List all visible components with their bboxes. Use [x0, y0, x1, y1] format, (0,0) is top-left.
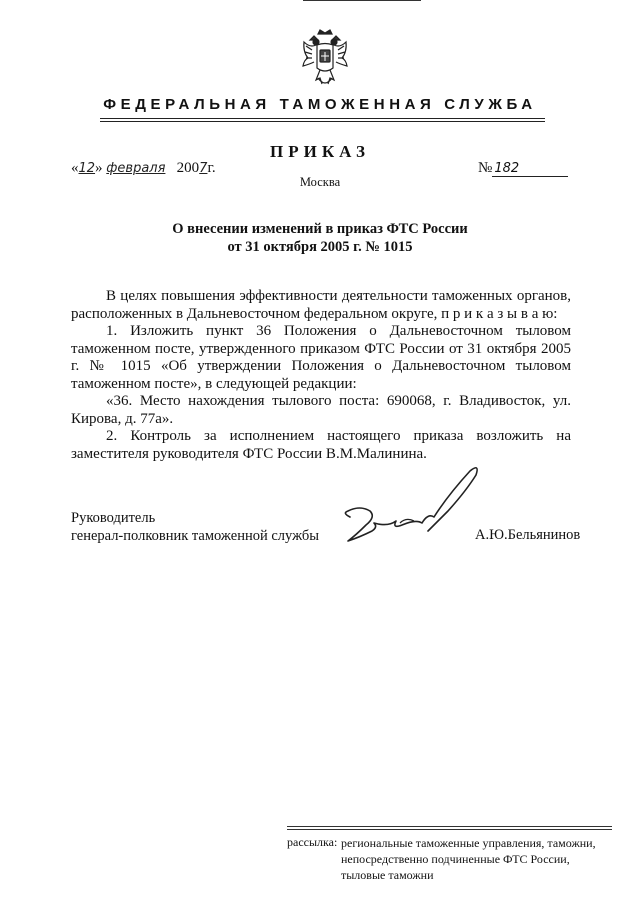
date-quote-open: «	[71, 160, 79, 176]
title-line-1: О внесении изменений в приказ ФТС России	[172, 221, 468, 237]
distribution-label: рассылка:	[287, 835, 338, 849]
order-title	[0, 220, 640, 256]
date-year-digit: 7	[199, 161, 208, 176]
date-day: 12	[78, 161, 96, 176]
distribution-rule-thin	[287, 829, 612, 830]
body-paragraph-preamble: В целях повышения эффективности деятельности таможенных органов, расположенных в Дальневосточном федеральном округе, п р и к а з ы в а ю:	[71, 288, 571, 322]
title-line-2: от 31 октября 2005 г. № 1015	[227, 239, 413, 255]
date-quote-close: »	[95, 160, 103, 176]
signatory-role-line-2: генерал-полковник таможенной службы	[71, 528, 320, 544]
handwritten-signature	[330, 465, 490, 555]
top-rule	[303, 0, 421, 1]
distribution-line-3: тыловые таможни	[341, 868, 434, 882]
agency-name: ФЕДЕРАЛЬНАЯ ТАМОЖЕННАЯ СЛУЖБА	[103, 96, 537, 113]
signatory-role	[71, 509, 319, 545]
distribution-line-2: непосредственно подчиненные ФТС России,	[341, 852, 570, 866]
distribution-list	[341, 835, 611, 883]
distribution-line-1: региональные таможенные управления, таможни,	[341, 836, 596, 850]
coat-of-arms-emblem	[300, 28, 350, 90]
order-body	[71, 288, 571, 463]
signatory-name: А.Ю.Бельянинов	[475, 527, 581, 543]
document-type: ПРИКАЗ	[270, 142, 370, 161]
signatory-role-line-1: Руководитель	[71, 510, 156, 526]
body-paragraph-new-wording: «36. Место нахождения тылового поста: 690068, г. Владивосток, ул. Кирова, д. 77а».	[71, 393, 571, 427]
body-paragraph-item-1: 1. Изложить пункт 36 Положения о Дальневосточном тыловом таможенном посте, утвержденного приказом ФТС России от 31 октября 2005 г. № 1015 «Об утверждении Положения о Дальневосточном тыловом таможенном посте», в следующей редакции:	[71, 323, 571, 392]
date-suffix: г.	[207, 160, 216, 176]
header-rule	[100, 118, 545, 119]
number-sign: №	[478, 160, 493, 176]
date-year-prefix: 200	[176, 160, 200, 176]
body-paragraph-item-2: 2. Контроль за исполнением настоящего приказа возложить на заместителя руководителя ФТС России В.М.Малинина.	[71, 428, 571, 462]
header-rule-thin	[100, 121, 545, 122]
issue-city: Москва	[299, 175, 341, 189]
date-month: февраля	[106, 161, 166, 176]
number-value: 182	[492, 161, 568, 177]
distribution-rule	[287, 826, 612, 827]
